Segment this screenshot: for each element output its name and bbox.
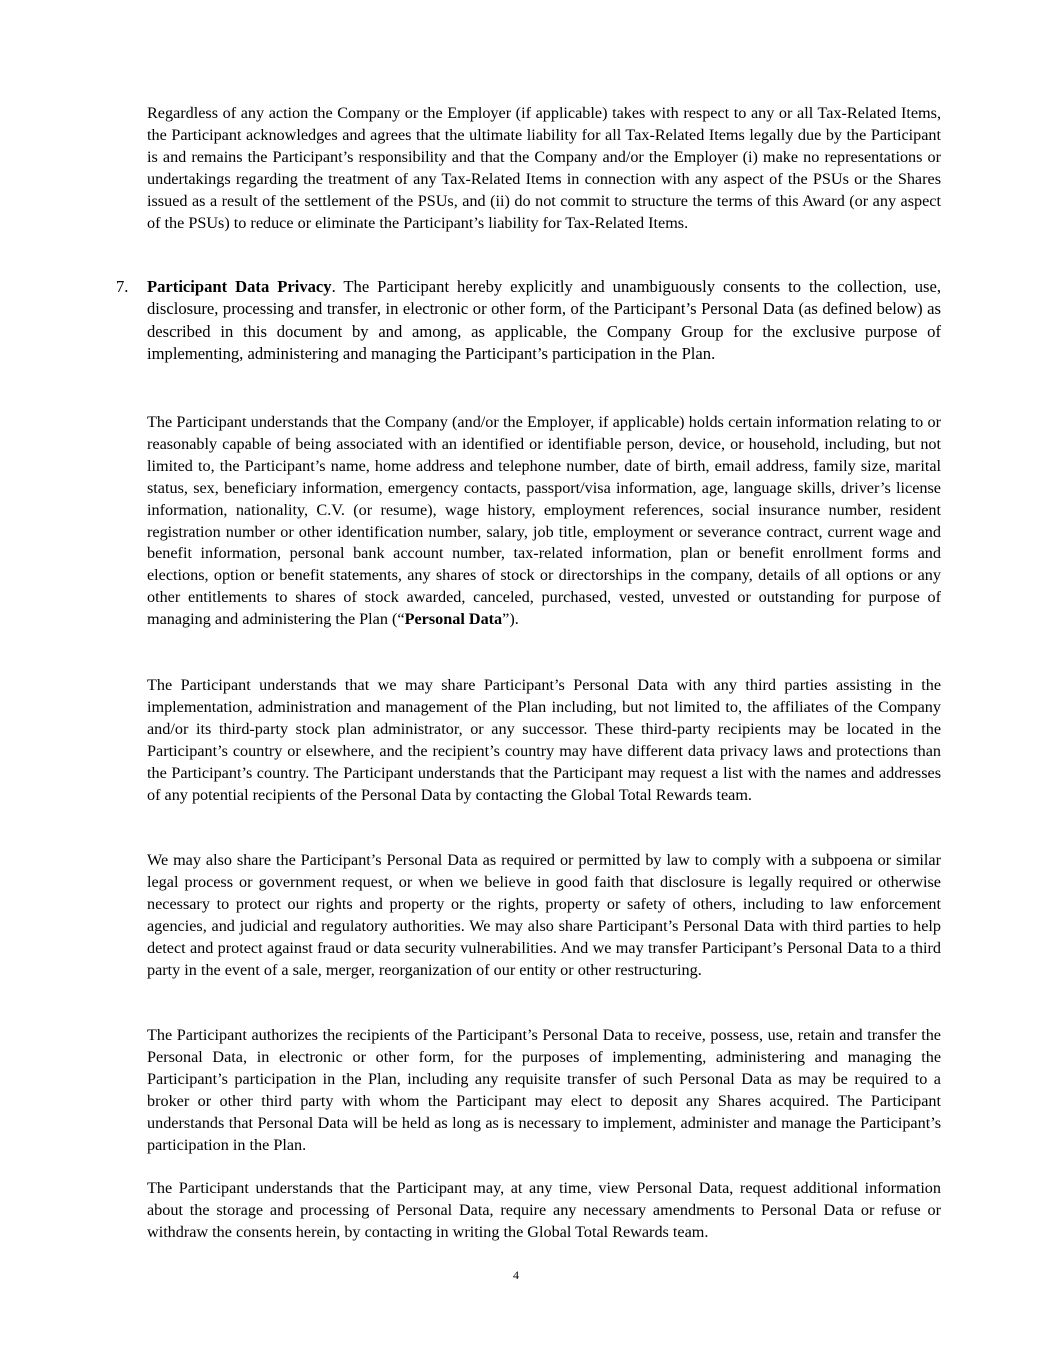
intro-tax-paragraph: Regardless of any action the Company or the Employer (if applicable) takes with respect to any or all Tax-Related Items, the Participant acknowledges and agrees that the ultimate liability for all Tax-Related Items legally due by the Participant is and remains the Participant’s responsibility and that the Company and/or the Employer (i) make no representations or undertakings regarding the treatment of any Tax-Related Items in connection with any aspect of the PSUs or the Shares issued as a result of the settlement of the PSUs, and (ii) do not commit to structure the terms of this Award (or any aspect of the PSUs) to reduce or eliminate the Participant’s liability for Tax-Related Items.: [147, 104, 941, 232]
section-7-consent-paragraph: [147, 276, 941, 366]
defined-term: Personal Data: [404, 610, 503, 629]
section-number: 7.: [116, 277, 129, 296]
legal-sharing-paragraph: We may also share the Participant’s Personal Data as required or permitted by law to comply with a subpoena or similar legal process or government request, or when we believe in good faith that disclosure is legally required or otherwise necessary to protect our rights and property or the rights, property or safety of others, including to law enforcement agencies, and judicial and regulatory authorities. We may also share Participant’s Personal Data with third parties to help detect and protect against fraud or data security vulnerabilities. And we may transfer Participant’s Personal Data to a third party in the event of a sale, merger, reorganization of our entity or other restructuring.: [147, 851, 941, 979]
section-heading-punct: .: [331, 277, 336, 296]
page-number: 4: [513, 1268, 519, 1282]
rights-paragraph: The Participant understands that the Participant may, at any time, view Personal Data, request additional information about the storage and processing of Personal Data, require any necessary amendments to Personal Data or refuse or withdraw the consents herein, by contacting in writing the Global Total Rewards team.: [147, 1179, 941, 1241]
third-party-sharing-paragraph: The Participant understands that we may share Participant’s Personal Data with any third parties assisting in the implementation, administration and management of the Plan including, but not limited to, the affiliates of the Company and/or its third-party stock plan administrator, or any successor. These third-party recipients may be located in the Participant’s country or elsewhere, and the recipient’s country may have different data privacy laws and protections than the Participant’s country. The Participant understands that the Participant may request a list with the names and addresses of any potential recipients of the Personal Data by contacting the Global Total Rewards team.: [147, 676, 941, 804]
section-heading: Participant Data Privacy: [147, 277, 332, 296]
definition-end: ”).: [502, 610, 519, 629]
definition-text: The Participant understands that the Company (and/or the Employer, if applicable) holds certain information relating to or reasonably capable of being associated with an identified or identifiable person, device, or household, including, but not limited to, the Participant’s name, home address and telephone number, date of birth, email address, family size, marital status, sex, beneficiary information, emergency contacts, passport/visa information, age, language skills, driver’s license information, nationality, C.V. (or resume), wage history, employment references, social insurance number, resident registration number or other identification number, salary, job title, employment or severance contract, current wage and benefit information, personal bank account number, tax-related information, plan or benefit enrollment forms and elections, option or benefit statements, any shares of stock or directorships in the company, details of all options or any other entitlements to shares of stock awarded, canceled, purchased, vested, unvested or outstanding for purpose of managing and administering the Plan (“: [147, 413, 941, 629]
personal-data-definition-paragraph: [147, 412, 941, 631]
authorization-paragraph: The Participant authorizes the recipients of the Participant’s Personal Data to receive, possess, use, retain and transfer the Personal Data, in electronic or other form, for the purposes of implementing, administering and managing the Participant’s participation in the Plan, including any requisite transfer of such Personal Data as may be required to a broker or other third party with whom the Participant may elect to deposit any Shares acquired. The Participant understands that Personal Data will be held as long as is necessary to implement, administer and manage the Participant’s participation in the Plan.: [147, 1026, 941, 1154]
consent-text: The Participant hereby explicitly and unambiguously consents to the collection, use, disclosure, processing and transfer, in electronic or other form, of the Participant’s Personal Data (as defined below) as described in this document by and among, as applicable, the Company Group for the exclusive purpose of implementing, administering and managing the Participant’s participation in the Plan.: [147, 277, 941, 364]
